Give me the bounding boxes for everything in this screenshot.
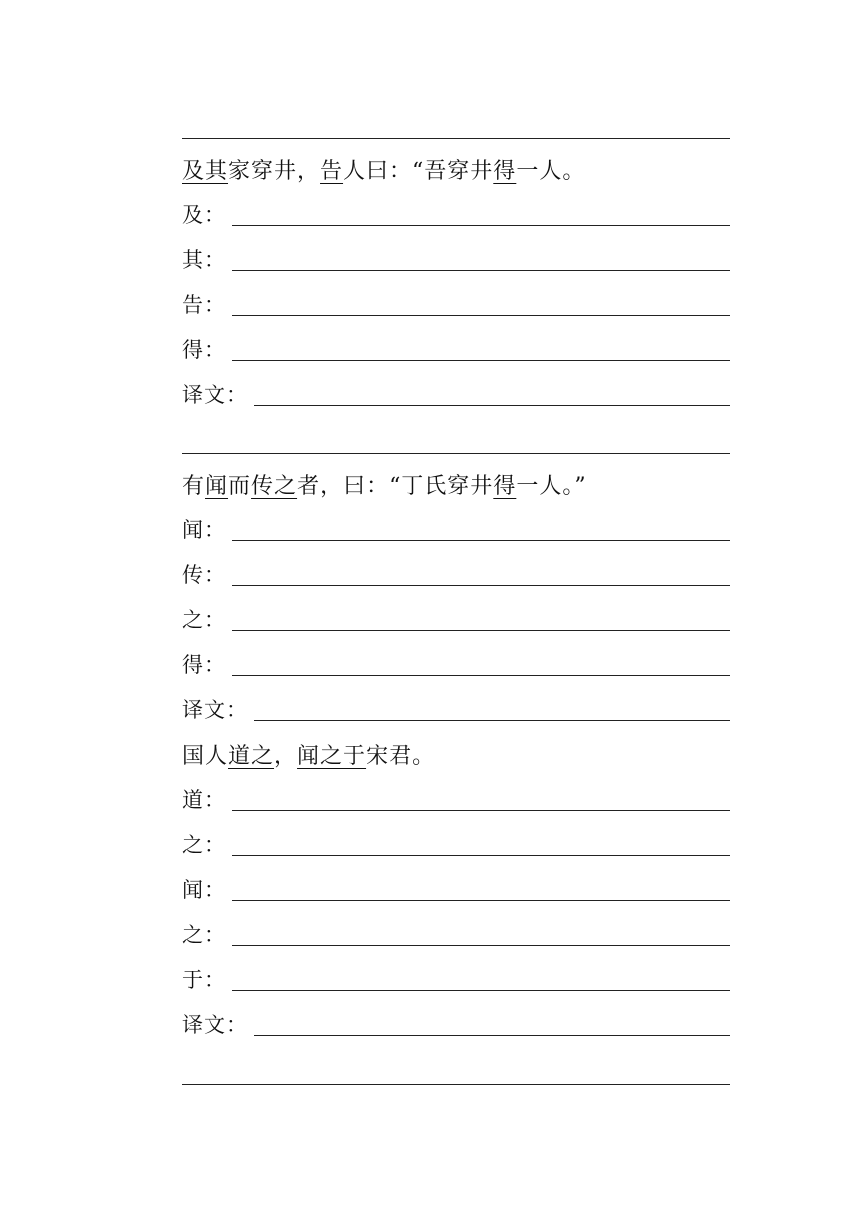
item-label: 道： — [182, 788, 226, 812]
answer-row — [182, 828, 730, 862]
answer-blank[interactable] — [232, 225, 730, 226]
answer-blank[interactable] — [232, 810, 730, 811]
answer-blank[interactable] — [232, 855, 730, 856]
section-divider — [182, 138, 730, 139]
item-label: 传： — [182, 563, 226, 587]
sentence-segment: 而 — [228, 474, 252, 499]
answer-blank[interactable] — [254, 720, 730, 721]
answer-blank[interactable] — [254, 1035, 730, 1036]
item-label: 之： — [182, 923, 226, 947]
answer-blank[interactable] — [232, 990, 730, 991]
item-label: 译文： — [182, 698, 248, 722]
sentence-segment: ， — [274, 744, 298, 769]
source-sentence-3 — [182, 740, 435, 774]
item-label: 闻： — [182, 878, 226, 902]
sentence-segment: 得 — [493, 159, 517, 184]
sentence-segment: 道之 — [228, 744, 275, 769]
item-label: 得： — [182, 653, 226, 677]
answer-blank[interactable] — [254, 405, 730, 406]
item-label: 其： — [182, 248, 226, 272]
sentence-segment: 人曰：“吾穿井 — [343, 159, 494, 184]
item-label: 之： — [182, 608, 226, 632]
answer-row — [182, 558, 730, 592]
item-label: 译文： — [182, 1013, 248, 1037]
section-divider — [182, 453, 730, 454]
answer-row — [182, 378, 730, 412]
sentence-segment: 得 — [493, 474, 517, 499]
sentence-segment: 一人。 — [516, 159, 586, 184]
answer-blank[interactable] — [232, 900, 730, 901]
sentence-segment: 者，曰：“丁氏穿井 — [297, 474, 494, 499]
sentence-segment: 闻之于 — [297, 744, 367, 769]
sentence-segment: 及其 — [182, 159, 229, 184]
answer-row — [182, 243, 730, 277]
answer-blank[interactable] — [232, 270, 730, 271]
sentence-segment: 国人 — [182, 744, 229, 769]
answer-blank[interactable] — [232, 540, 730, 541]
item-label: 译文： — [182, 383, 248, 407]
item-label: 得： — [182, 338, 226, 362]
sentence-segment: 闻 — [205, 474, 229, 499]
answer-blank[interactable] — [232, 360, 730, 361]
sentence-segment: 有 — [182, 474, 206, 499]
item-label: 告： — [182, 293, 226, 317]
source-sentence-2 — [182, 470, 587, 504]
item-label: 之： — [182, 833, 226, 857]
answer-blank[interactable] — [232, 945, 730, 946]
item-label: 及： — [182, 203, 226, 227]
section-divider — [182, 1084, 730, 1085]
sentence-segment: 传之 — [251, 474, 298, 499]
item-label: 闻： — [182, 518, 226, 542]
item-label: 于： — [182, 968, 226, 992]
sentence-segment: 家穿井， — [228, 159, 321, 184]
answer-row — [182, 1008, 730, 1042]
answer-row — [182, 333, 730, 367]
answer-row — [182, 963, 730, 997]
answer-row — [182, 783, 730, 817]
sentence-segment: 告 — [320, 159, 344, 184]
answer-blank[interactable] — [232, 315, 730, 316]
answer-blank[interactable] — [232, 675, 730, 676]
answer-row — [182, 513, 730, 547]
answer-row — [182, 873, 730, 907]
answer-row — [182, 603, 730, 637]
answer-row — [182, 918, 730, 952]
sentence-segment: 一人。” — [516, 474, 587, 499]
source-sentence-1 — [182, 155, 585, 189]
sentence-segment: 宋君。 — [366, 744, 436, 769]
answer-row — [182, 198, 730, 232]
answer-blank[interactable] — [232, 585, 730, 586]
answer-row — [182, 648, 730, 682]
answer-row — [182, 288, 730, 322]
answer-row — [182, 693, 730, 727]
answer-blank[interactable] — [232, 630, 730, 631]
